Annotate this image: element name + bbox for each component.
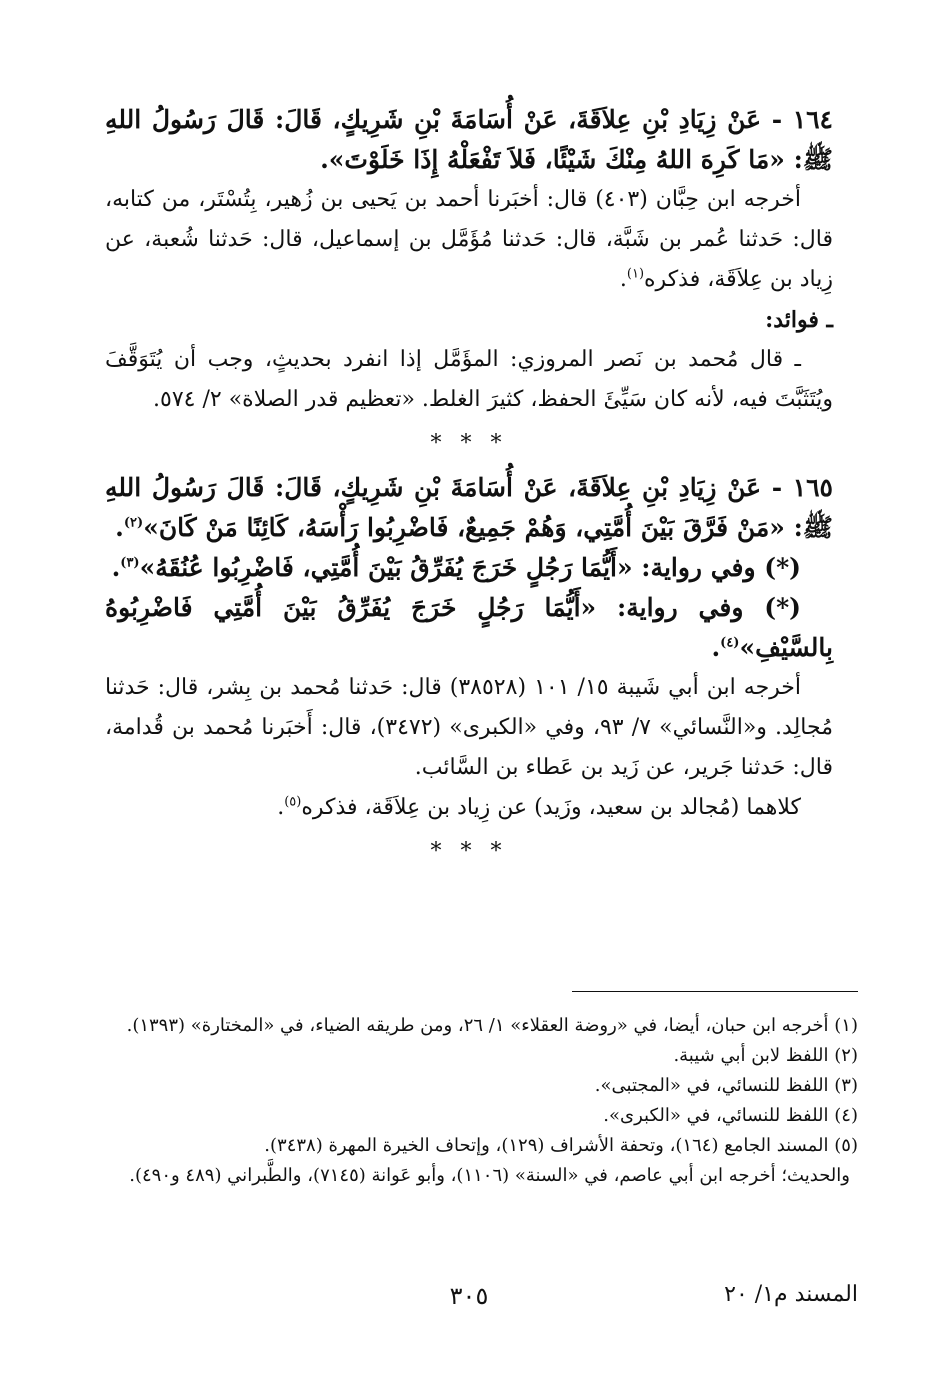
- hadith-number: ١٦٥ -: [771, 473, 833, 502]
- footnote-ref-4[interactable]: (٤): [720, 635, 740, 651]
- footnote-4: (٤) اللفظ للنسائي، في «الكبرى».: [603, 1105, 858, 1126]
- page-number: ٣٠٥: [449, 1282, 489, 1310]
- main-text: [105, 100, 833, 876]
- footnote-2: (٢) اللفظ لابن أبي شيبة.: [673, 1045, 858, 1066]
- hadith-text: عَنْ زِيَادِ بْنِ عِلاَقَةَ، عَنْ أُسَامَةَ بْنِ شَرِيكٍ، قَالَ: قَالَ رَسُولُ اللهِ ﷺ: «مَا كَرِهَ اللهُ مِنْكَ شَيْئًا، فَلاَ تَفْعَلْهُ إِذَا خَلَوْتَ».: [105, 105, 833, 174]
- takhrij-164: أخرجه ابن حِبَّان (٤٠٣) قال: أخبَرنا أحمد بن يَحيى بن زُهير، بِتُسْتَر، من كتابه، قال: حَدثنا عُمر بن شَبَّة، قال: حَدثنا مُؤَمَّل بن إسماعيل، قال: حَدثنا شُعبة، عن زِياد بن عِلاَقَة، فذكره$^{(١)}$.: [105, 187, 833, 292]
- riwaya-1: (*) وفي رواية: «أَيُّمَا رَجُلٍ خَرَجَ يُفَرِّقُ بَيْنَ أُمَّتِي، فَاضْرِبُوا عُنُقَهُ»$^{(٣)}$.: [111, 553, 801, 582]
- hadith-number: ١٦٤ -: [771, 105, 833, 134]
- page-footer: [80, 1282, 858, 1318]
- riwaya-text: (*) وفي رواية: «أَيُّمَا رَجُلٍ خَرَجَ يُفَرِّقُ بَيْنَ أُمَّتِي، فَاضْرِبُوا عُنُقَهُ»: [139, 553, 801, 582]
- takhrij-165: أخرجه ابن أبي شَيبة ١٥/ ١٠١ (٣٨٥٢٨) قال: حَدثنا مُحمد بن بِشر، قال: حَدثنا مُجالِد. و«النَّسائي» ٧/ ٩٣، وفي «الكبرى» (٣٤٧٢)، قال: أَخبَرنا مُحمد بن قُدامة، قال: حَدثنا جَرير، عن زَيد بن عَطاء بن السَّائب.: [105, 675, 833, 780]
- hadith-164: [105, 100, 833, 180]
- footnote-5-continued: والحديث؛ أخرجه ابن أبي عاصم، في «السنة» (١١٠٦)، وأبو عَوانة (٧١٤٥)، والطَّبراني (٤٨٩ و٤٩٠).: [129, 1165, 850, 1186]
- fawaid-heading: ـ فوائد:: [765, 307, 833, 333]
- footnote-1: (١) أخرجه ابن حبان، أيضا، في «روضة العقلاء» ١/ ٢٦، ومن طريقه الضياء، في «المختارة» (١٣٩٣).: [126, 1015, 858, 1036]
- footnote-ref-5[interactable]: (٥): [284, 794, 302, 810]
- separator-stars: * * *: [430, 839, 508, 864]
- hadith-text: عَنْ زِيَادِ بْنِ عِلاَقَةَ، عَنْ أُسَامَةَ بْنِ شَرِيكٍ، قَالَ: قَالَ رَسُولُ اللهِ ﷺ: «مَنْ فَرَّقَ بَيْنَ أُمَّتِي، وَهُمْ جَمِيعٌ، فَاضْرِبُوا رَأْسَهُ، كَائِنًا مَنْ كَانَ»: [105, 473, 833, 542]
- hadith-165: ١٦٥ - عَنْ زِيَادِ بْنِ عِلاَقَةَ، عَنْ أُسَامَةَ بْنِ شَرِيكٍ، قَالَ: قَالَ رَسُولُ اللهِ ﷺ: «مَنْ فَرَّقَ بَيْنَ أُمَّتِي، وَهُمْ جَمِيعٌ، فَاضْرِبُوا رَأْسَهُ، كَائِنًا مَنْ كَانَ»$^{(٢)}$.: [105, 473, 833, 542]
- separator-stars: * * *: [430, 431, 508, 456]
- footnote-divider: [572, 991, 858, 992]
- footnote-ref-3[interactable]: (٣): [120, 555, 140, 571]
- footnote-5: (٥) المسند الجامع (١٦٤)، وتحفة الأشراف (١٢٩)، وإتحاف الخيرة المهرة (٣٤٣٨).: [264, 1135, 858, 1156]
- signature-mark: المسند م١/ ٢٠: [724, 1282, 858, 1307]
- riwaya-2: (*) وفي رواية: «أَيُّمَا رَجُلٍ خَرَجَ يُفَرِّقُ بَيْنَ أُمَّتِي فَاضْرِبُوهُ بِالسَّيْفِ»$^{(٤)}$.: [105, 593, 833, 662]
- footnotes: [106, 1011, 858, 1191]
- footnote-3: (٣) اللفظ للنسائي، في «المجتبى».: [594, 1075, 858, 1096]
- footnote-ref-2[interactable]: (٢): [123, 515, 144, 531]
- fawaid-text: ـ قال مُحمد بن نَصر المروزي: المؤَمَّل إذا انفرد بحديثٍ، وجب أن يُتَوَقَّفَ ويُتَثَبَّتَ فيه، لأنه كان سَيِّئَ الحفظ، كثيرَ الغلط. «تعظيم قدر الصلاة» ٢/ ٥٧٤.: [105, 347, 833, 412]
- riwaya-text: (*) وفي رواية: «أَيُّمَا رَجُلٍ خَرَجَ يُفَرِّقُ بَيْنَ أُمَّتِي فَاضْرِبُوهُ بِالسَّيْفِ»: [105, 593, 833, 662]
- footnote-ref-1[interactable]: (١): [626, 266, 645, 282]
- kilahuma-text: كلاهما (مُجالد بن سعيد، وزَيد) عن زِياد بن عِلاَقَة، فذكره: [301, 795, 801, 820]
- kilahuma-line: كلاهما (مُجالد بن سعيد، وزَيد) عن زِياد بن عِلاَقَة، فذكره$^{(٥)}$.: [277, 794, 801, 820]
- takhrij-text: أخرجه ابن حِبَّان (٤٠٣) قال: أخبَرنا أحمد بن يَحيى بن زُهير، بِتُسْتَر، من كتابه، قال: حَدثنا عُمر بن شَبَّة، قال: حَدثنا مُؤَمَّل بن إسماعيل، قال: حَدثنا شُعبة، عن زِياد بن عِلاَقَة، فذكره: [105, 187, 833, 292]
